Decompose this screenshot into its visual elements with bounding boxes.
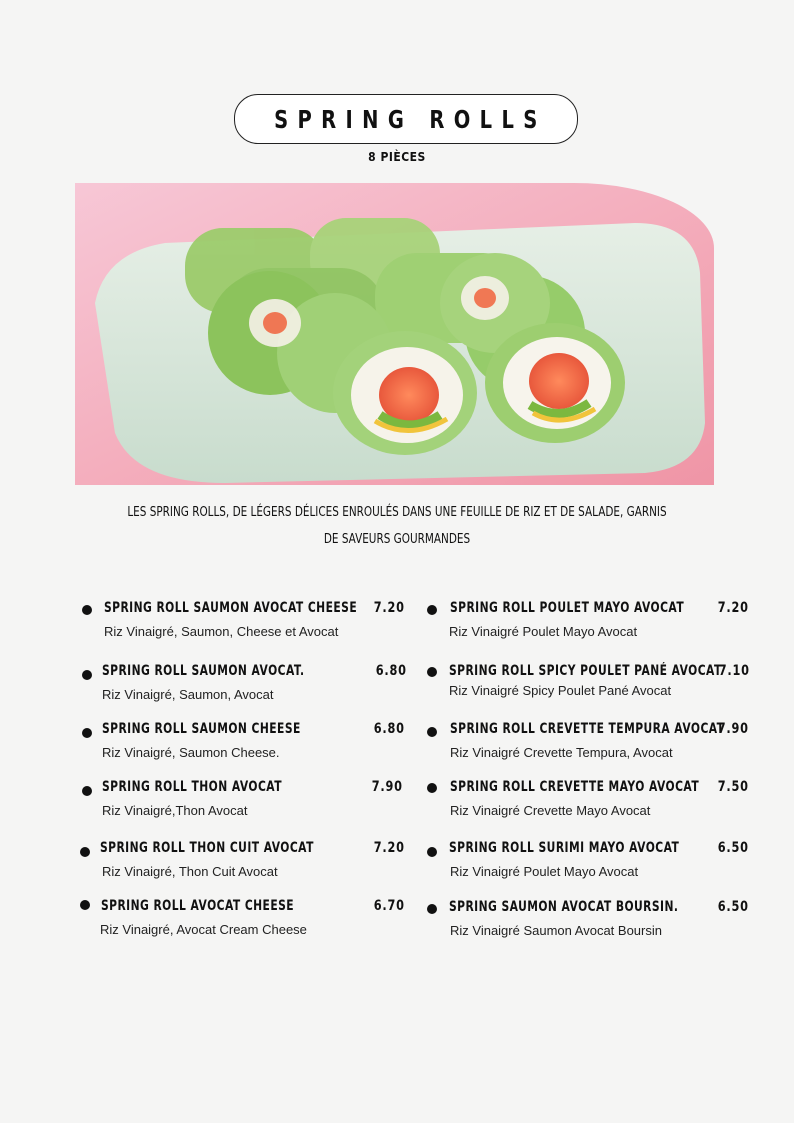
menu-item [82,723,405,763]
menu-item [80,900,405,940]
bullet-icon [80,847,90,857]
item-name: SPRING ROLL THON AVOCAT [102,779,282,795]
item-price: 7.20 [373,840,405,856]
bullet-icon [427,605,437,615]
item-description: Riz Vinaigré,Thon Avocat [102,803,248,818]
item-description: Riz Vinaigré Crevette Tempura, Avocat [450,745,673,760]
item-name: SPRING ROLL AVOCAT CHEESE [101,898,295,914]
menu-item [427,723,749,763]
spring-rolls-illustration [75,183,714,485]
item-description: Riz Vinaigré Saumon Avocat Boursin [450,923,662,938]
bullet-icon [427,847,437,857]
item-description: Riz Vinaigré Crevette Mayo Avocat [450,803,651,818]
hero-photo [75,183,714,485]
menu-item [427,665,750,705]
menu-item [80,842,405,882]
title-banner [234,94,578,144]
bullet-icon [82,605,92,615]
item-description: Riz Vinaigré Spicy Poulet Pané Avocat [449,683,672,698]
menu-item [427,602,749,642]
item-price: 6.70 [373,898,405,914]
front-roll-right [485,323,625,443]
bullet-icon [82,670,92,680]
page-title: SPRING ROLLS [274,104,547,134]
intro-text: LES SPRING ROLLS, DE LÉGERS DÉLICES ENROULÉS DANS UNE FEUILLE DE RIZ ET DE SALADE, GARNIS DE SAVEURS GOURMANDES [127,504,667,547]
menu-item [82,665,407,705]
item-price: 7.50 [717,779,749,795]
menu-item [82,781,403,821]
item-price: 7.20 [373,600,405,616]
item-description: Riz Vinaigré, Saumon, Avocat [102,687,274,702]
item-price: 6.50 [717,899,749,915]
menu-item [427,781,749,821]
item-description: Riz Vinaigré, Saumon Cheese. [102,745,280,760]
item-price: 6.50 [717,840,749,856]
item-description: Riz Vinaigré, Avocat Cream Cheese [100,922,307,937]
front-roll-left [333,331,477,455]
item-name: SPRING ROLL POULET MAYO AVOCAT [450,600,685,616]
bullet-icon [427,904,437,914]
item-name: SPRING ROLL SAUMON AVOCAT. [102,663,305,679]
item-description: Riz Vinaigré Poulet Mayo Avocat [449,624,638,639]
item-price: 6.80 [373,721,405,737]
bullet-icon [82,728,92,738]
menu-item [427,901,749,941]
item-price: 7.10 [718,663,750,679]
item-name: SPRING ROLL SURIMI MAYO AVOCAT [449,840,680,856]
bullet-icon [427,727,437,737]
bullet-icon [427,783,437,793]
item-name: SPRING ROLL THON CUIT AVOCAT [100,840,314,856]
bullet-icon [80,900,90,910]
item-name: SPRING ROLL SAUMON AVOCAT CHEESE [104,600,358,616]
item-name: SPRING SAUMON AVOCAT BOURSIN. [449,899,679,915]
item-name: SPRING ROLL CREVETTE TEMPURA AVOCAT [450,721,725,737]
item-name: SPRING ROLL SPICY POULET PANÉ AVOCAT [449,663,722,679]
item-price: 7.20 [717,600,749,616]
item-name: SPRING ROLL CREVETTE MAYO AVOCAT [450,779,700,795]
item-description: Riz Vinaigré Poulet Mayo Avocat [450,864,639,879]
item-name: SPRING ROLL SAUMON CHEESE [102,721,301,737]
item-price: 7.90 [371,779,403,795]
menu-item [82,602,405,642]
bullet-icon [427,667,437,677]
bullet-icon [82,786,92,796]
item-price: 7.90 [717,721,749,737]
item-price: 6.80 [375,663,407,679]
pieces-subtitle: 8 PIÈCES [368,150,426,164]
item-description: Riz Vinaigré, Thon Cuit Avocat [102,864,278,879]
item-description: Riz Vinaigré, Saumon, Cheese et Avocat [104,624,339,639]
menu-item [427,842,749,882]
